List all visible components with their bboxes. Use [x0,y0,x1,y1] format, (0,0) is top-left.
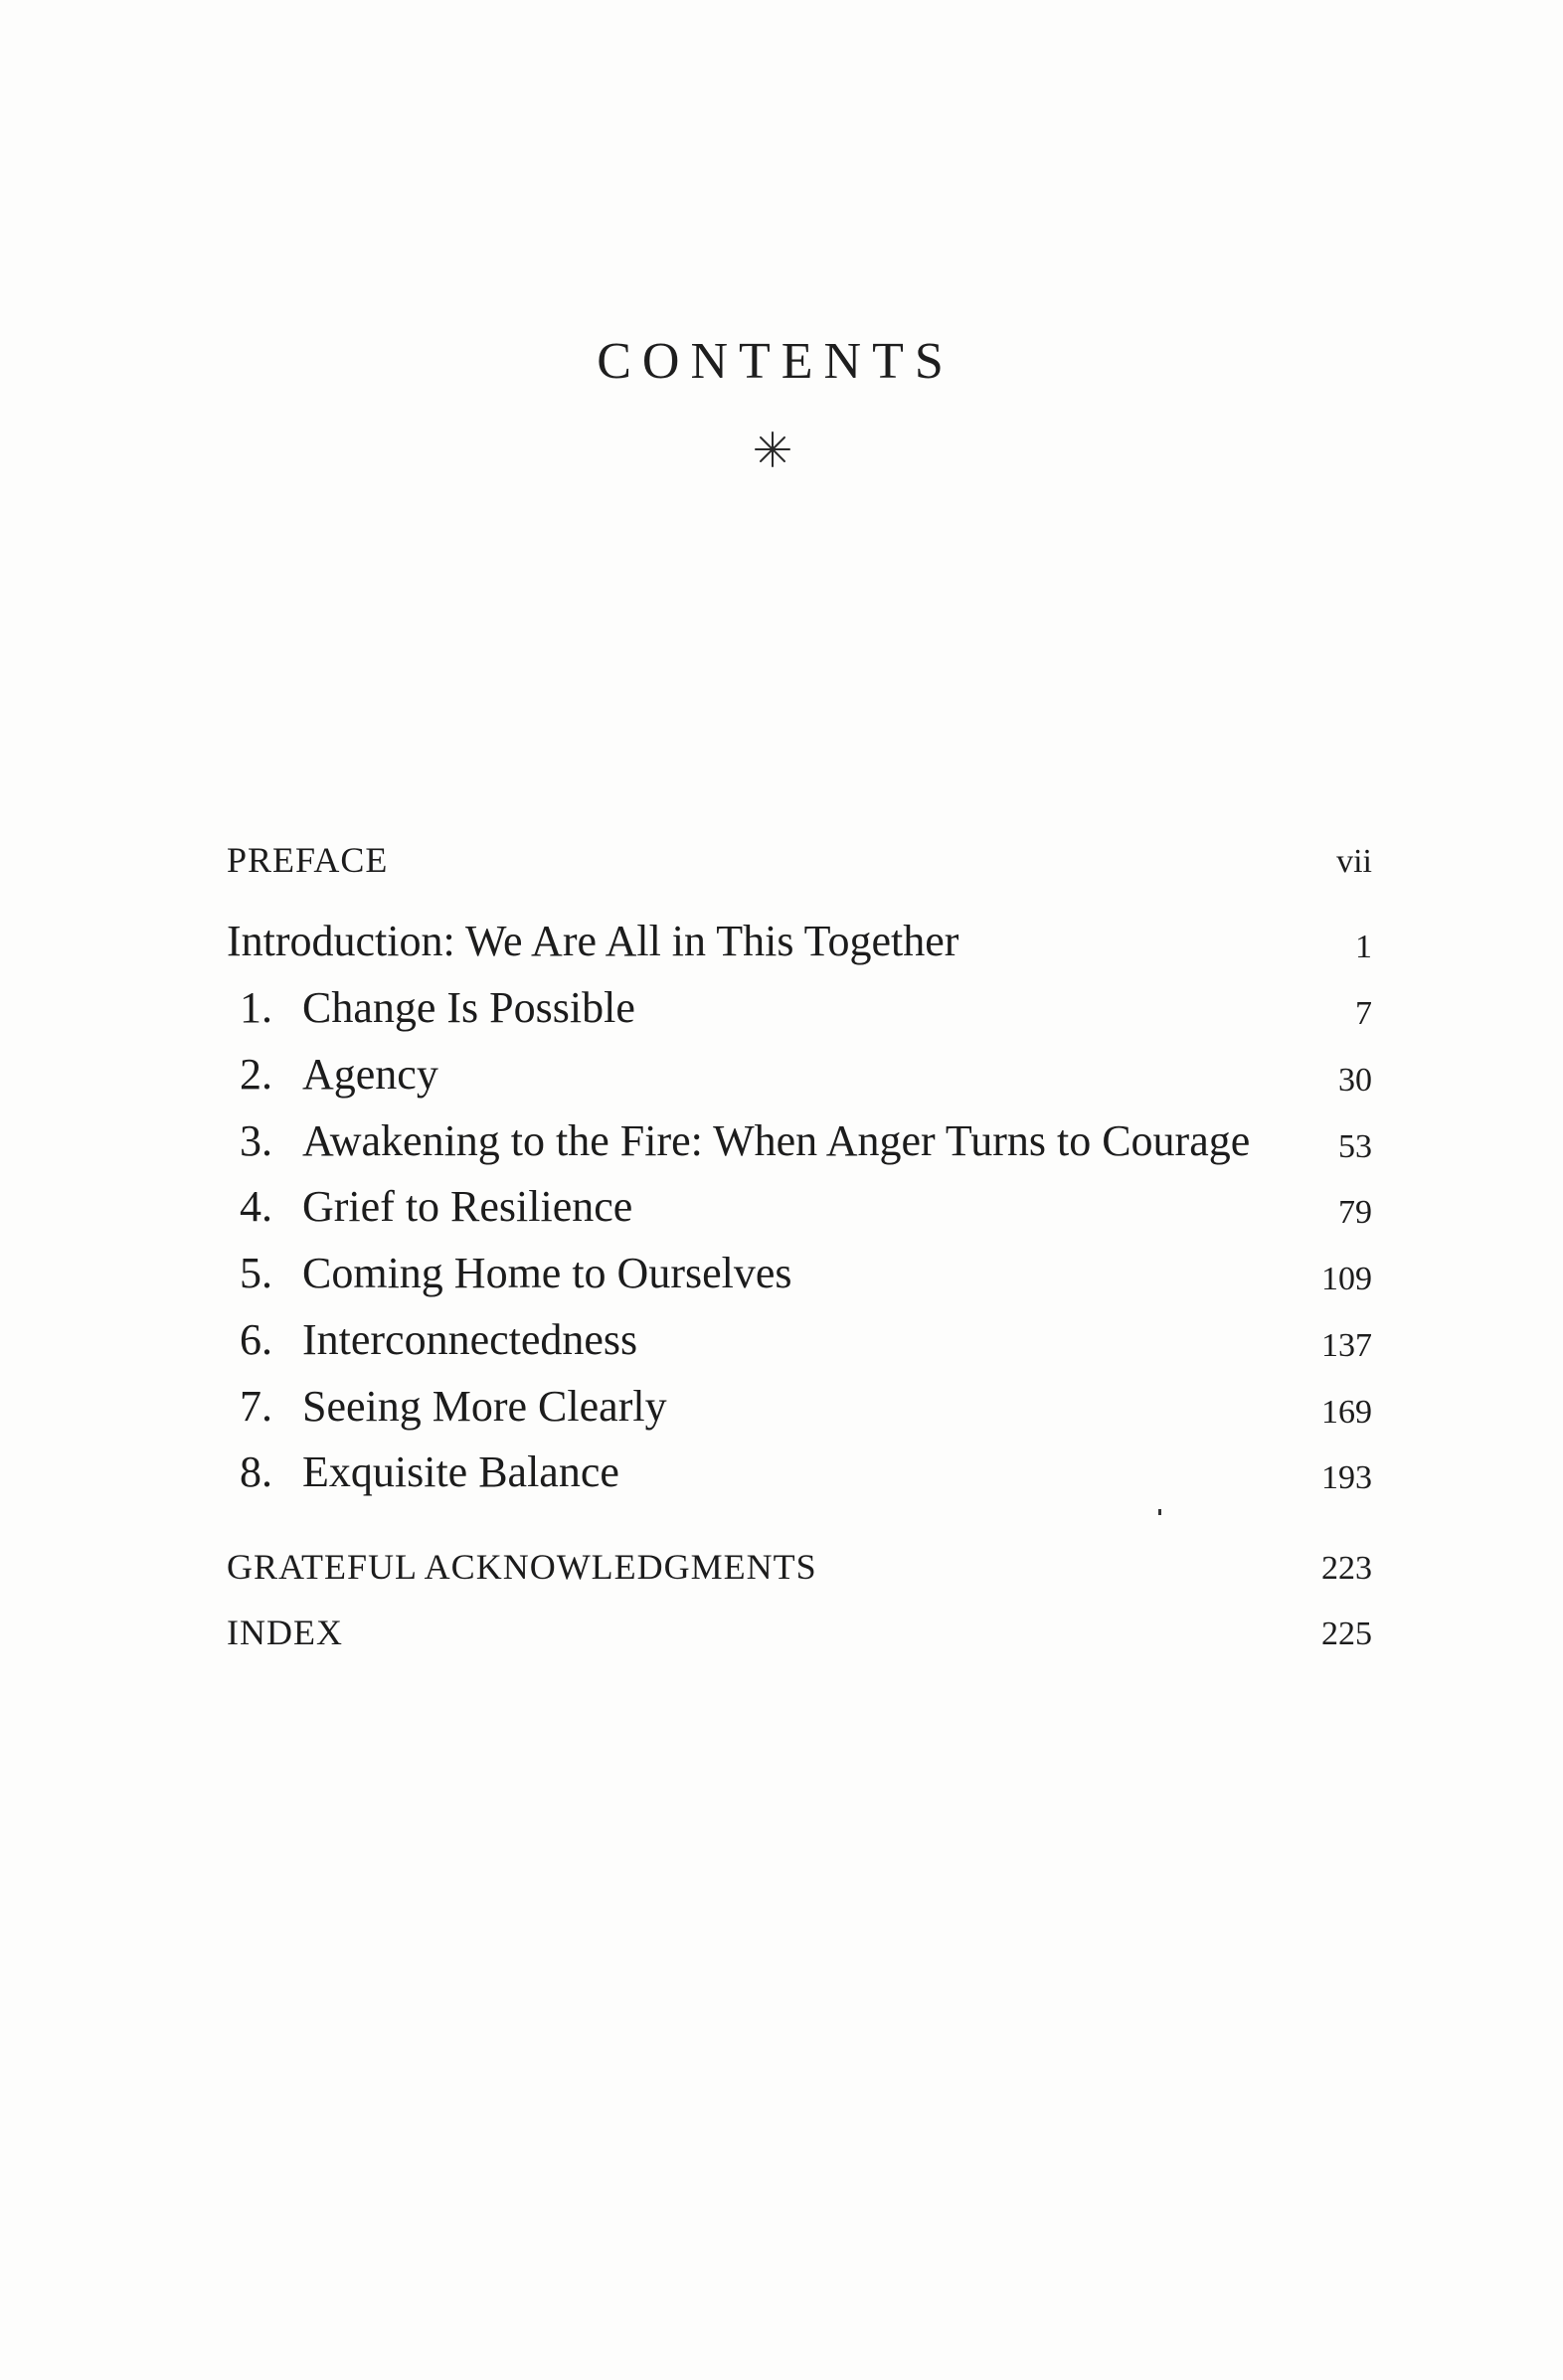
toc-entry-page: 109 [1321,1261,1372,1297]
toc-entry-label: PREFACE [227,840,389,880]
asterism-star-icon [753,429,792,469]
toc-entry-chapter-2[interactable] [227,1040,1372,1100]
chapter-number: 5. [240,1249,272,1297]
toc-entry-label: GRATEFUL ACKNOWLEDGMENTS [227,1547,817,1587]
chapter-number: 3. [240,1116,272,1165]
toc-entry-label: Introduction: We Are All in This Together [227,917,959,965]
chapter-number: 4. [240,1182,272,1231]
chapter-title: Interconnectedness [302,1315,638,1364]
chapter-number: 6. [240,1315,272,1364]
toc-entry-label: INDEX [227,1613,343,1652]
toc-entry-page: 53 [1338,1128,1372,1165]
chapter-title: Grief to Resilience [302,1182,633,1231]
page-title: CONTENTS [597,333,955,390]
toc-entry-chapter-5[interactable] [227,1239,1372,1298]
toc-entry-page: 1 [1355,929,1372,965]
toc-entry-chapter-6[interactable] [227,1305,1372,1365]
chapter-title: Change Is Possible [302,983,635,1032]
toc-entry-page: vii [1336,843,1372,880]
toc-entry-chapter-7[interactable] [227,1372,1372,1432]
chapter-title: Awakening to the Fire: When Anger Turns to Courage [302,1116,1251,1165]
toc-entry-chapter-1[interactable] [227,973,1372,1033]
toc-entry-chapter-4[interactable] [227,1172,1372,1232]
chapter-number: 7. [240,1382,272,1431]
chapter-title: Exquisite Balance [302,1447,619,1496]
chapter-title: Agency [302,1050,438,1099]
toc-entry-page: 193 [1321,1459,1372,1496]
chapter-number: 2. [240,1050,272,1099]
chapter-number: 1. [240,983,272,1032]
toc-entry-acknowledgments[interactable] [227,1528,1372,1588]
toc-entry-page: 79 [1338,1194,1372,1231]
toc-entry-page: 169 [1321,1394,1372,1431]
toc-entry-chapter-3[interactable] [227,1106,1372,1166]
chapter-number: 8. [240,1447,272,1496]
toc-entry-page: 137 [1321,1327,1372,1364]
toc-entry-page: 30 [1338,1062,1372,1099]
toc-entry-introduction[interactable] [227,907,1372,966]
toc-entry-preface[interactable] [227,821,1372,881]
toc-entry-page: 225 [1321,1615,1372,1652]
print-speck [1158,1509,1161,1515]
toc-entry-page: 223 [1321,1550,1372,1587]
chapter-title: Coming Home to Ourselves [302,1249,792,1297]
toc-entry-chapter-8[interactable] [227,1438,1372,1497]
toc-entry-page: 7 [1355,995,1372,1032]
toc-entry-index[interactable] [227,1594,1372,1653]
chapter-title: Seeing More Clearly [302,1382,667,1431]
